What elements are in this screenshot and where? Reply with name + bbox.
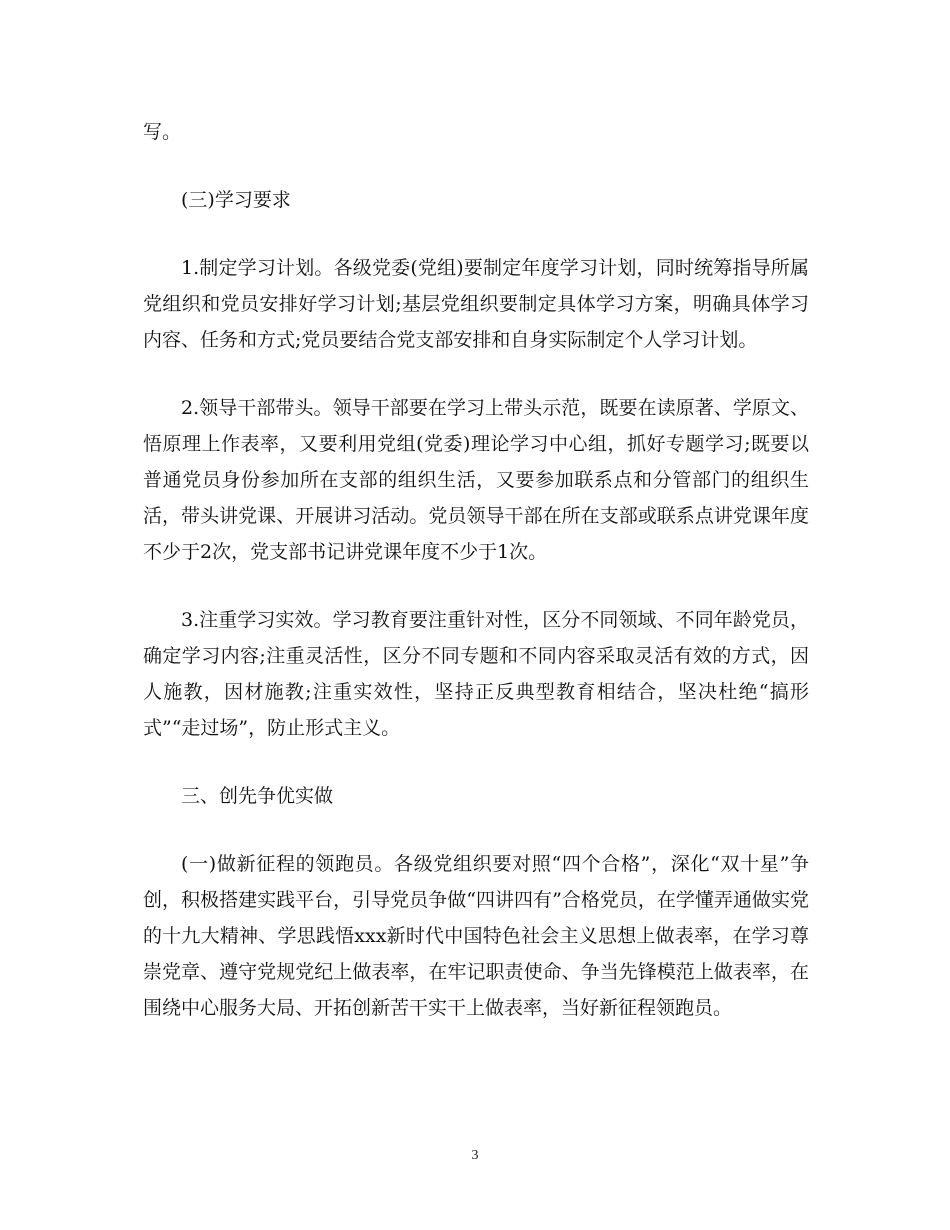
page-number: 3	[471, 1148, 479, 1163]
paragraph-pacesetter: (一)做新征程的领跑员。各级党组织要对照“四个合格”，深化“双十星”争创，积极搭建实践平台，引导党员争做“四讲四有”合格党员，在学懂弄通做实党的十九大精神、学思践悟xxx新时代中国特色社会主义思想上做表率，在学习尊崇党章、遵守党规党纪上做表率，在牢记职责使命、争当先锋模范上做表率，在围绕中心服务大局、开拓创新苦干实干上做表率，当好新征程领跑员。	[143, 853, 809, 1019]
section-heading-three: 三、创先争优实做	[181, 785, 334, 807]
document-body	[143, 114, 809, 1058]
paragraph-study-effectiveness: 3.注重学习实效。学习教育要注重针对性，区分不同领域、不同年龄党员，确定学习内容;注重灵活性，区分不同专题和不同内容采取灵活有效的方式，因人施教，因材施教;注重实效性，坚持正反典型教育相结合，坚决杜绝“搞形式”“走过场”，防止形式主义。	[143, 609, 809, 739]
paragraph-leaders-lead: 2.领导干部带头。领导干部要在学习上带头示范，既要在读原著、学原文、悟原理上作表率，又要利用党组(党委)理论学习中心组，抓好专题学习;既要以普通党员身份参加所在支部的组织生活，又要参加联系点和分管部门的组织生活，带头讲党课、开展讲习活动。党员领导干部在所在支部或联系点讲党课年度不少于2次，党支部书记讲党课年度不少于1次。	[143, 397, 809, 563]
continuation-text: 写。	[143, 121, 182, 143]
section-heading-study-requirements: (三)学习要求	[181, 189, 291, 211]
paragraph-study-plan: 1.制定学习计划。各级党委(党组)要制定年度学习计划，同时统筹指导所属党组织和党员安排好学习计划;基层党组织要制定具体学习方案，明确具体学习内容、任务和方式;党员要结合党支部安排和自身实际制定个人学习计划。	[143, 257, 809, 351]
